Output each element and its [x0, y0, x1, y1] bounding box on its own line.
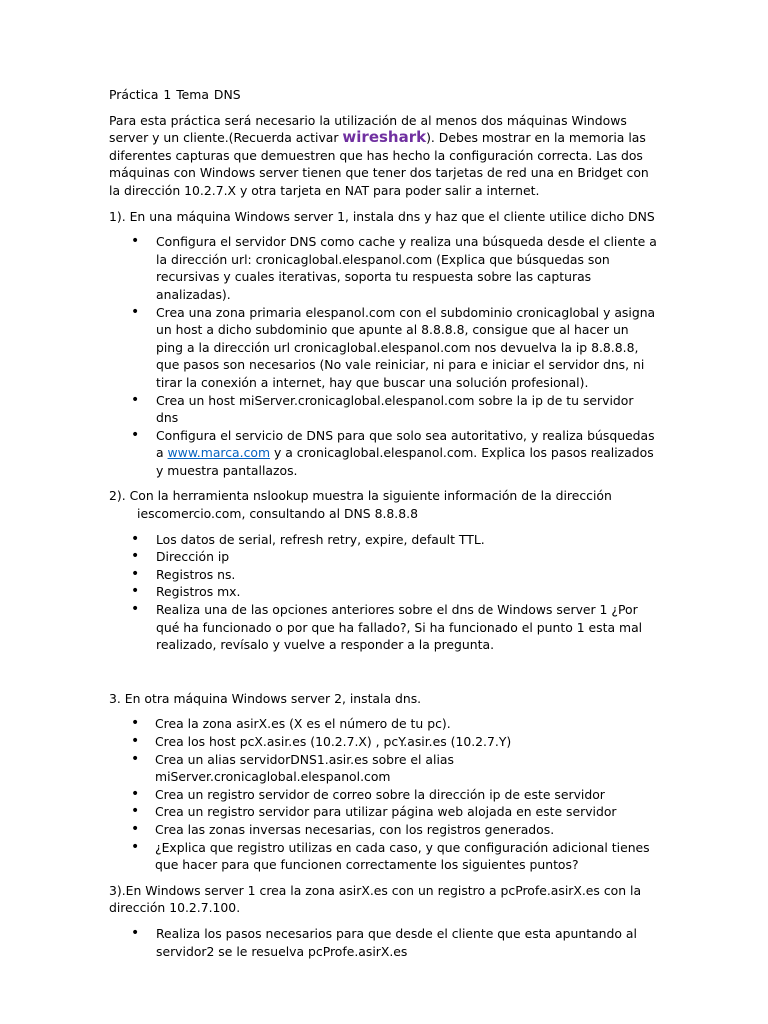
list-item: • Realiza una de las opciones anteriores sobre el dns de Windows server 1 ¿Por qué ha funcionado o por que ha fallado?, Si ha funcionado el punto 1 esta mal realizado, revísalo y vuelve a responder a la pregunta. — [109, 601, 659, 654]
intro-paragraph — [109, 112, 659, 200]
list-item: • Configura el servidor DNS como cache y realiza una búsqueda desde el cliente a la dirección url: cronicaglobal.elespanol.com (Explica que búsquedas son recursivas y cuales iterativas, soporta tu respuesta sobre las capturas analizadas). — [109, 233, 659, 303]
list-item: • Registros ns. — [109, 566, 659, 584]
marca-link[interactable]: www.marca.com — [167, 445, 271, 461]
list-item-text: Configura el servicio de DNS para que solo sea autoritativo, y realiza búsquedas a — [156, 427, 655, 461]
spacer — [109, 662, 659, 690]
list-item: • Crea un alias servidorDNS1.asir.es sobre el alias miServer.cronicaglobal.elespanol.com — [109, 751, 659, 786]
list-item: • ¿Explica que registro utilizas en cada caso, y que configuración adicional tienes que hacer para que funcionen correctamente los siguientes puntos? — [109, 839, 659, 874]
wireshark-highlight: wireshark — [342, 128, 427, 147]
intro-text-start: Para esta práctica será necesario la utilización de al menos dos máquinas Windows server y un cliente.(Recuerda activar — [109, 112, 627, 146]
section2-list — [109, 531, 659, 654]
list-item: • Registros mx. — [109, 583, 659, 601]
document-page — [109, 86, 659, 968]
list-item: • Crea un registro servidor para utilizar página web alojada en este servidor — [109, 803, 659, 821]
list-item-text: y a cronicaglobal.elespanol.com. Explica los pasos realizados y muestra pantallazos. — [156, 445, 654, 478]
section3-list — [109, 715, 659, 873]
section4-heading: 3).En Windows server 1 crea la zona asirX.es con un registro a pcProfe.asirX.es con la dirección 10.2.7.100. — [109, 882, 642, 916]
list-item: • Crea un host miServer.cronicaglobal.elespanol.com sobre la ip de tu servidor dns — [109, 392, 659, 427]
list-item: • Crea las zonas inversas necesarias, con los registros generados. — [109, 821, 659, 839]
list-item: • Crea un registro servidor de correo sobre la dirección ip de este servidor — [109, 786, 659, 804]
list-item — [109, 427, 659, 480]
list-item: • Crea la zona asirX.es (X es el número de tu pc). — [109, 715, 659, 733]
section4-list — [109, 925, 659, 960]
list-item: • Crea una zona primaria elespanol.com con el subdominio cronicaglobal y asigna un host a dicho subdominio que apunte al 8.8.8.8, consigue que al hacer un ping a la dirección url cronicaglobal.elespanol.com nos devuelva la ip 8.8.8.8, que pasos son necesarios (No vale reiniciar, ni para e iniciar el servidor dns, ni tirar la conexión a internet, hay que buscar una solución profesional). — [109, 304, 659, 392]
list-item: • Crea los host pcX.asir.es (10.2.7.X) , pcY.asir.es (10.2.7.Y) — [109, 733, 659, 751]
list-item: • Los datos de serial, refresh retry, expire, default TTL. — [109, 531, 659, 549]
list-item: • Realiza los pasos necesarios para que desde el cliente que esta apuntando al servidor2 se le resuelva pcProfe.asirX.es — [109, 925, 659, 960]
list-item: • Dirección ip — [109, 548, 659, 566]
section3-heading: 3. En otra máquina Windows server 2, instala dns. — [109, 690, 422, 706]
section1-list — [109, 233, 659, 479]
section2-heading: 2). Con la herramienta nslookup muestra la siguiente información de la dirección iescomercio.com, consultando al DNS 8.8.8.8 — [109, 488, 612, 522]
section1-heading: 1). En una máquina Windows server 1, instala dns y haz que el cliente utilice dicho DNS — [109, 208, 655, 224]
intro-text-end: ). Debes mostrar en la memoria las diferentes capturas que demuestren que has hecho la configuración correcta. Las dos máquinas con Windows server tienen que tener dos tarjetas de red una en Bridget con la dirección 10.2.7.X y otra tarjeta en NAT para poder salir a internet. — [109, 130, 649, 198]
document-title: Práctica 1 Tema DNS — [109, 87, 241, 102]
